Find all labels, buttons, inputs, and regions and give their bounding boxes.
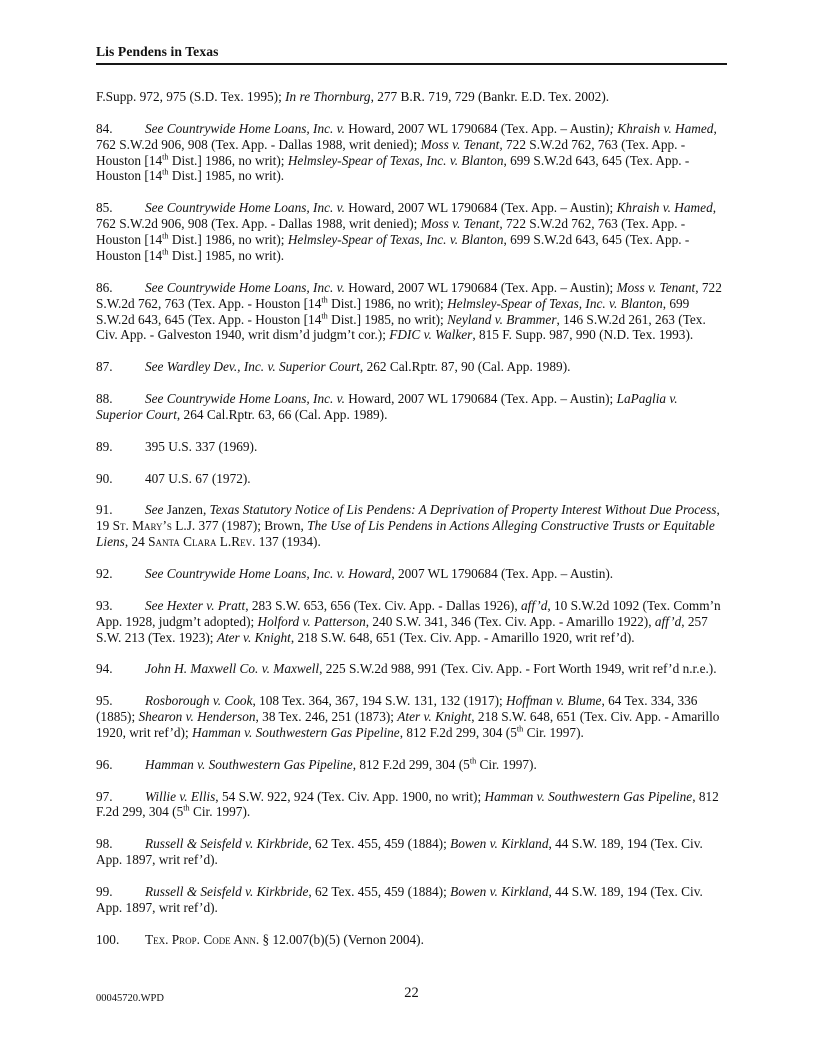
text-run: Moss v. Tenant — [420, 136, 500, 152]
text-run: th — [162, 168, 169, 177]
text-run: , 2007 WL 1790684 (Tex. App. – Austin). — [391, 565, 614, 581]
header-rule — [96, 63, 727, 65]
text-run: The Use of Lis Pendens in Actions Alleging Constructive Trusts or Equitable Liens — [96, 518, 715, 550]
text-run: Dist.] 1985, no writ); — [327, 311, 448, 327]
footnote-88 — [96, 391, 727, 423]
text-run: Neyland v. Brammer — [447, 311, 557, 327]
text-run: Willie v. Ellis — [145, 788, 216, 804]
footnote-number: 91. — [96, 502, 113, 518]
text-run: , 812 F.2d 299, 304 (5 — [399, 724, 517, 740]
text-run: , 277 B.R. 719, 729 (Bankr. E.D. Tex. 2002). — [370, 88, 610, 104]
footnote-95 — [96, 693, 727, 741]
text-run: Khraish v. Hamed — [616, 200, 713, 216]
text-run: See — [145, 502, 164, 518]
footnote-85 — [96, 200, 727, 264]
text-run: th — [516, 724, 524, 734]
text-run: Russell & Seisfeld v. Kirkbride — [145, 883, 309, 899]
footnote-number: 94. — [96, 661, 113, 677]
footnote-92 — [96, 566, 727, 582]
footnote-number: 85. — [96, 200, 113, 216]
text-run: Dist.] 1986, no writ); — [168, 232, 288, 248]
text-run: Dist.] 1986, no writ); — [327, 295, 448, 311]
text-run: , 44 S.W. 189, 194 (Tex. Civ. App. 1897, writ ref’d). — [96, 836, 703, 868]
text-run: Moss v. Tenant — [616, 279, 696, 295]
text-run: Hamman v. Southwestern Gas Pipeline — [484, 788, 693, 804]
text-run: , 38 Tex. 246, 251 (1873); — [255, 709, 398, 725]
text-run: , 225 S.W.2d 988, 991 (Tex. Civ. App. - Fort Worth 1949, writ ref’d n.r.e.). — [319, 661, 717, 677]
text-run: Ater v. Knight — [216, 629, 291, 645]
text-run: , 44 S.W. 189, 194 (Tex. Civ. App. 1897, writ ref’d). — [96, 883, 703, 915]
footnote-number: 89. — [96, 438, 113, 454]
text-run: , 62 Tex. 455, 459 (1884); — [308, 836, 451, 852]
footnote-96 — [96, 757, 727, 773]
footnote-number: 97. — [96, 788, 113, 804]
text-run: Cir. 1997). — [523, 724, 584, 740]
footnote-number: 88. — [96, 391, 113, 407]
text-run: Howard, 2007 WL 1790684 (Tex. App. – Austin); — [344, 279, 617, 295]
page-header — [0, 0, 816, 65]
text-run: , 722 S.W.2d 762, 763 (Tex. App. - Houston [14 — [96, 216, 686, 248]
text-run: St. Mary’s L.J. — [112, 518, 196, 534]
footnote-99 — [96, 884, 727, 916]
text-run: Bowen v. Kirkland — [450, 836, 549, 852]
footnote-94 — [96, 661, 727, 677]
text-run: Texas Statutory Notice of Lis Pendens: A Deprivation of Property Interest Without Due Process — [209, 502, 717, 518]
running-header-title: Lis Pendens in Texas — [96, 44, 219, 59]
text-run: Howard, 2007 WL 1790684 (Tex. App. – Austin — [344, 120, 606, 136]
text-run: , 54 S.W. 922, 924 (Tex. Civ. App. 1900, no writ); — [215, 788, 485, 804]
text-run: Moss v. Tenant — [420, 216, 500, 232]
text-run: , 815 F. Supp. 987, 990 (N.D. Tex. 1993). — [472, 327, 694, 343]
text-run: , 762 S.W.2d 906, 908 (Tex. App. - Dallas 1988, writ denied); — [96, 120, 717, 152]
text-run: Dist.] 1985, no writ). — [168, 247, 285, 263]
text-run: See Countrywide Home Loans, Inc. v. — [145, 279, 345, 295]
text-run: Holford v. Patterson — [257, 613, 366, 629]
footnote-number: 95. — [96, 693, 113, 709]
text-run: Hamman v. Southwestern Gas Pipeline — [192, 724, 400, 740]
footnote-number: 93. — [96, 597, 113, 613]
text-run: Cir. 1997). — [476, 756, 537, 772]
text-run: , 722 S.W.2d 762, 763 (Tex. App. - Houston [14 — [96, 136, 686, 168]
text-run: , 812 F.2d 299, 304 (5 — [352, 756, 470, 772]
text-run: Hoffman v. Blume — [506, 693, 602, 709]
text-run: , 812 F.2d 299, 304 (5 — [96, 788, 719, 820]
text-run: , 24 — [124, 534, 149, 550]
continuation-paragraph — [96, 89, 727, 105]
footnote-86 — [96, 280, 727, 344]
text-run: th — [162, 247, 169, 257]
page-footer — [96, 986, 727, 1006]
text-run: th — [183, 804, 190, 814]
footnote-87 — [96, 359, 727, 375]
text-run: Hamman v. Southwestern Gas Pipeline — [145, 756, 353, 772]
text-run: , 108 Tex. 364, 367, 194 S.W. 131, 132 (1917); — [252, 693, 507, 709]
footnote-number: 96. — [96, 756, 113, 772]
text-run: Bowen v. Kirkland — [450, 883, 549, 899]
text-run: Janzen, — [163, 502, 210, 518]
footer-page-number: 22 — [404, 985, 419, 1001]
footnote-number: 99. — [96, 883, 113, 899]
text-run: See Hexter v. Pratt — [145, 597, 246, 613]
text-run: FDIC v. Walker — [389, 327, 473, 343]
footnote-84 — [96, 121, 727, 185]
text-run: , 146 S.W.2d 261, 263 (Tex. Civ. App. - Galveston 1940, writ dism’d judgm’t cor.); — [96, 311, 706, 343]
footnote-90 — [96, 471, 727, 487]
text-run: Helmsley-Spear of Texas, Inc. v. Blanton — [287, 152, 504, 168]
footnote-number: 100. — [96, 931, 120, 947]
text-run: , 218 S.W. 648, 651 (Tex. Civ. App. - Amarillo 1920, writ ref’d); — [96, 709, 720, 740]
footer-filename: 00045720.WPD — [96, 993, 164, 1004]
text-run: aff’d — [654, 613, 682, 629]
text-run: , 699 S.W.2d 643, 645 (Tex. App. - Houston [14 — [96, 152, 690, 184]
text-run: , 699 S.W.2d 643, 645 (Tex. App. - Houston [14 — [96, 295, 690, 327]
text-run: th — [162, 152, 169, 162]
footnote-number: 87. — [96, 359, 113, 375]
text-run: ); Khraish v. Hamed — [605, 120, 714, 136]
text-run: Helmsley-Spear of Texas, Inc. v. Blanton — [447, 295, 663, 311]
text-run: Howard, 2007 WL 1790684 (Tex. App. – Austin); — [344, 391, 617, 407]
text-run: , 19 — [96, 502, 720, 534]
text-run: , 218 S.W. 648, 651 (Tex. Civ. App. - Amarillo 1920, writ ref’d). — [290, 629, 635, 645]
text-run: Dist.] 1985, no writ). — [168, 168, 285, 184]
text-run: , 64 Tex. 334, 336 (1885); — [96, 693, 698, 725]
footnote-number: 90. — [96, 470, 113, 486]
text-run: Ater v. Knight — [397, 709, 472, 725]
text-run: Helmsley-Spear of Texas, Inc. v. Blanton — [287, 232, 504, 248]
text-run: , 762 S.W.2d 906, 908 (Tex. App. - Dallas 1988, writ denied); — [96, 200, 717, 232]
text-run: John H. Maxwell Co. v. Maxwell — [145, 661, 320, 677]
footnote-number: 86. — [96, 279, 113, 295]
footnote-97 — [96, 789, 727, 821]
text-run: 137 (1934). — [255, 534, 321, 550]
text-run: See Wardley Dev., Inc. v. Superior Court — [145, 359, 360, 375]
text-run: , 699 S.W.2d 643, 645 (Tex. App. - Houston [14 — [96, 232, 690, 263]
text-run: Howard, 2007 WL 1790684 (Tex. App. – Austin); — [344, 200, 617, 216]
text-run: 407 U.S. 67 (1972). — [145, 470, 251, 486]
footnote-100 — [96, 932, 727, 948]
text-run: Shearon v. Henderson — [138, 709, 256, 725]
footnote-number: 84. — [96, 120, 113, 136]
footnote-number: 92. — [96, 565, 113, 581]
footnotes-list — [96, 89, 727, 948]
footnote-89 — [96, 439, 727, 455]
text-run: th — [321, 311, 328, 321]
text-run: , 10 S.W.2d 1092 (Tex. Comm’n App. 1928, judgm’t adopted); — [96, 597, 721, 629]
footnote-91 — [96, 502, 727, 550]
text-run: , 722 S.W.2d 762, 763 (Tex. App. - Houston [14 — [96, 279, 722, 311]
text-run: 395 U.S. 337 (1969). — [145, 438, 258, 454]
text-run: In re Thornburg — [285, 88, 371, 104]
text-run: Rosborough v. Cook — [145, 693, 253, 709]
text-run: Tex. Prop. Code Ann. — [145, 931, 260, 947]
footnote-98 — [96, 836, 727, 868]
text-run: Dist.] 1986, no writ); — [168, 152, 288, 168]
text-run: , 264 Cal.Rptr. 63, 66 (Cal. App. 1989). — [176, 406, 388, 422]
text-run: 377 (1987); Brown, — [195, 518, 308, 534]
text-run: F.Supp. 972, 975 (S.D. Tex. 1995); — [96, 88, 286, 104]
text-run: See Countrywide Home Loans, Inc. v. — [145, 391, 345, 407]
text-run: See Countrywide Home Loans, Inc. v. Howard — [145, 565, 392, 581]
text-run: th — [162, 231, 169, 241]
text-run: LaPaglia v. Superior Court — [96, 391, 678, 422]
text-run: aff’d — [521, 597, 548, 613]
text-run: , 283 S.W. 653, 656 (Tex. Civ. App. - Dallas 1926), — [245, 597, 522, 613]
text-run: Russell & Seisfeld v. Kirkbride — [145, 836, 309, 852]
text-run: , 262 Cal.Rptr. 87, 90 (Cal. App. 1989). — [359, 359, 571, 375]
footnote-93 — [96, 598, 727, 646]
text-run: , 240 S.W. 341, 346 (Tex. Civ. App. - Amarillo 1922), — [365, 613, 655, 629]
text-run: § 12.007(b)(5) (Vernon 2004). — [259, 931, 424, 947]
text-run: th — [321, 295, 328, 305]
text-run: See Countrywide Home Loans, Inc. v. — [145, 200, 345, 216]
text-run: See Countrywide Home Loans, Inc. v. — [145, 120, 345, 136]
text-run: , 62 Tex. 455, 459 (1884); — [308, 883, 451, 899]
text-run: Santa Clara L.Rev. — [148, 534, 256, 550]
text-run: th — [469, 756, 477, 766]
footnote-number: 98. — [96, 836, 113, 852]
text-run: Cir. 1997). — [189, 804, 251, 820]
text-run: , 257 S.W. 213 (Tex. 1923); — [96, 613, 708, 645]
